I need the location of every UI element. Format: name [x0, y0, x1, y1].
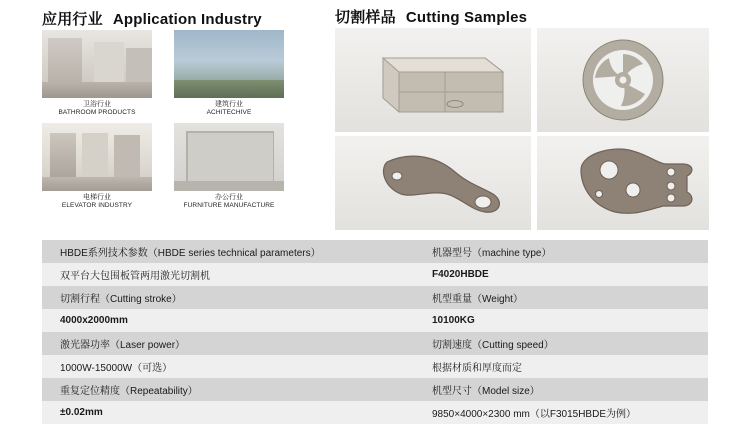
industry-item-elevator: [42, 123, 152, 210]
spec-cell-left: HBDE系列技术参数（HBDE series technical parameters）: [42, 240, 420, 263]
spec-cell-right: 机型重量（Weight）: [420, 286, 708, 309]
spec-cell-left: 双平台大包围板管两用激光切割机: [42, 263, 420, 286]
cutting-samples-heading: [335, 6, 527, 27]
cutting-samples-heading-cn: 切割样品: [335, 9, 396, 26]
perforated-plate-icon: [537, 136, 709, 230]
table-row: [42, 309, 708, 332]
spec-cell-right: 根据材质和厚度而定: [420, 355, 708, 378]
spec-cell-right: 切割速度（Cutting speed）: [420, 332, 708, 355]
spec-cell-left: ±0.02mm: [42, 401, 420, 424]
curved-bracket-icon: [335, 136, 531, 230]
industry-caption: [174, 194, 284, 210]
table-row: [42, 355, 708, 378]
industry-caption: [174, 101, 284, 117]
cutting-samples-heading-en: Cutting Samples: [405, 9, 528, 26]
application-industry-heading-en: Application Industry: [112, 11, 262, 28]
industry-item-bathroom: [42, 30, 152, 117]
specifications-table: [42, 240, 708, 424]
industry-caption-cn: 电梯行业: [83, 193, 111, 201]
sheet-metal-box-sample: [335, 28, 531, 132]
application-industry-grid: [42, 30, 304, 209]
industry-item-furniture: [174, 123, 284, 210]
elevator-photo: [42, 123, 152, 191]
industry-caption-en: ACHITECHIVE: [206, 109, 252, 117]
spec-cell-left: 切割行程（Cutting stroke）: [42, 286, 420, 309]
spec-cell-left: 4000x2000mm: [42, 309, 420, 332]
circular-fan-blade-sample: [537, 28, 709, 132]
industry-caption-cn: 建筑行业: [215, 101, 243, 108]
spec-cell-left: 重复定位精度（Repeatability）: [42, 378, 420, 401]
industry-caption-en: ELEVATOR INDUSTRY: [61, 201, 133, 209]
industry-caption-cn: 卫浴行业: [83, 101, 111, 108]
table-row: [42, 240, 708, 263]
curved-bracket-sample: [335, 136, 531, 230]
perforated-plate-sample: [537, 136, 709, 230]
table-row: [42, 332, 708, 355]
industry-item-architecture: [174, 30, 284, 117]
table-row: [42, 401, 708, 424]
application-industry-heading-cn: 应用行业: [42, 11, 103, 28]
industry-caption-cn: 办公行业: [215, 193, 243, 201]
bathroom-photo: [42, 30, 152, 98]
spec-cell-right: 10100KG: [420, 309, 708, 332]
table-row: [42, 378, 708, 401]
architecture-photo: [174, 30, 284, 98]
spec-cell-left: 激光器功率（Laser power）: [42, 332, 420, 355]
industry-caption-en: BATHROOM PRODUCTS: [58, 109, 136, 117]
industry-caption: [42, 194, 152, 210]
furniture-photo: [174, 123, 284, 191]
sheet-metal-box-icon: [335, 28, 531, 132]
application-industry-heading: [42, 8, 262, 29]
circular-fan-blade-icon: [537, 28, 709, 132]
spec-cell-right: 机型尺寸（Model size）: [420, 378, 708, 401]
spec-cell-right: 9850×4000×2300 mm（以F3015HBDE为例）: [420, 401, 708, 424]
industry-caption-en: FURNITURE MANUFACTURE: [183, 201, 275, 209]
table-row: [42, 263, 708, 286]
industry-caption: [42, 101, 152, 117]
spec-cell-right: 机器型号（machine type）: [420, 240, 708, 263]
spec-cell-right: F4020HBDE: [420, 263, 708, 286]
spec-cell-left: 1000W-15000W（可选）: [42, 355, 420, 378]
table-row: [42, 286, 708, 309]
